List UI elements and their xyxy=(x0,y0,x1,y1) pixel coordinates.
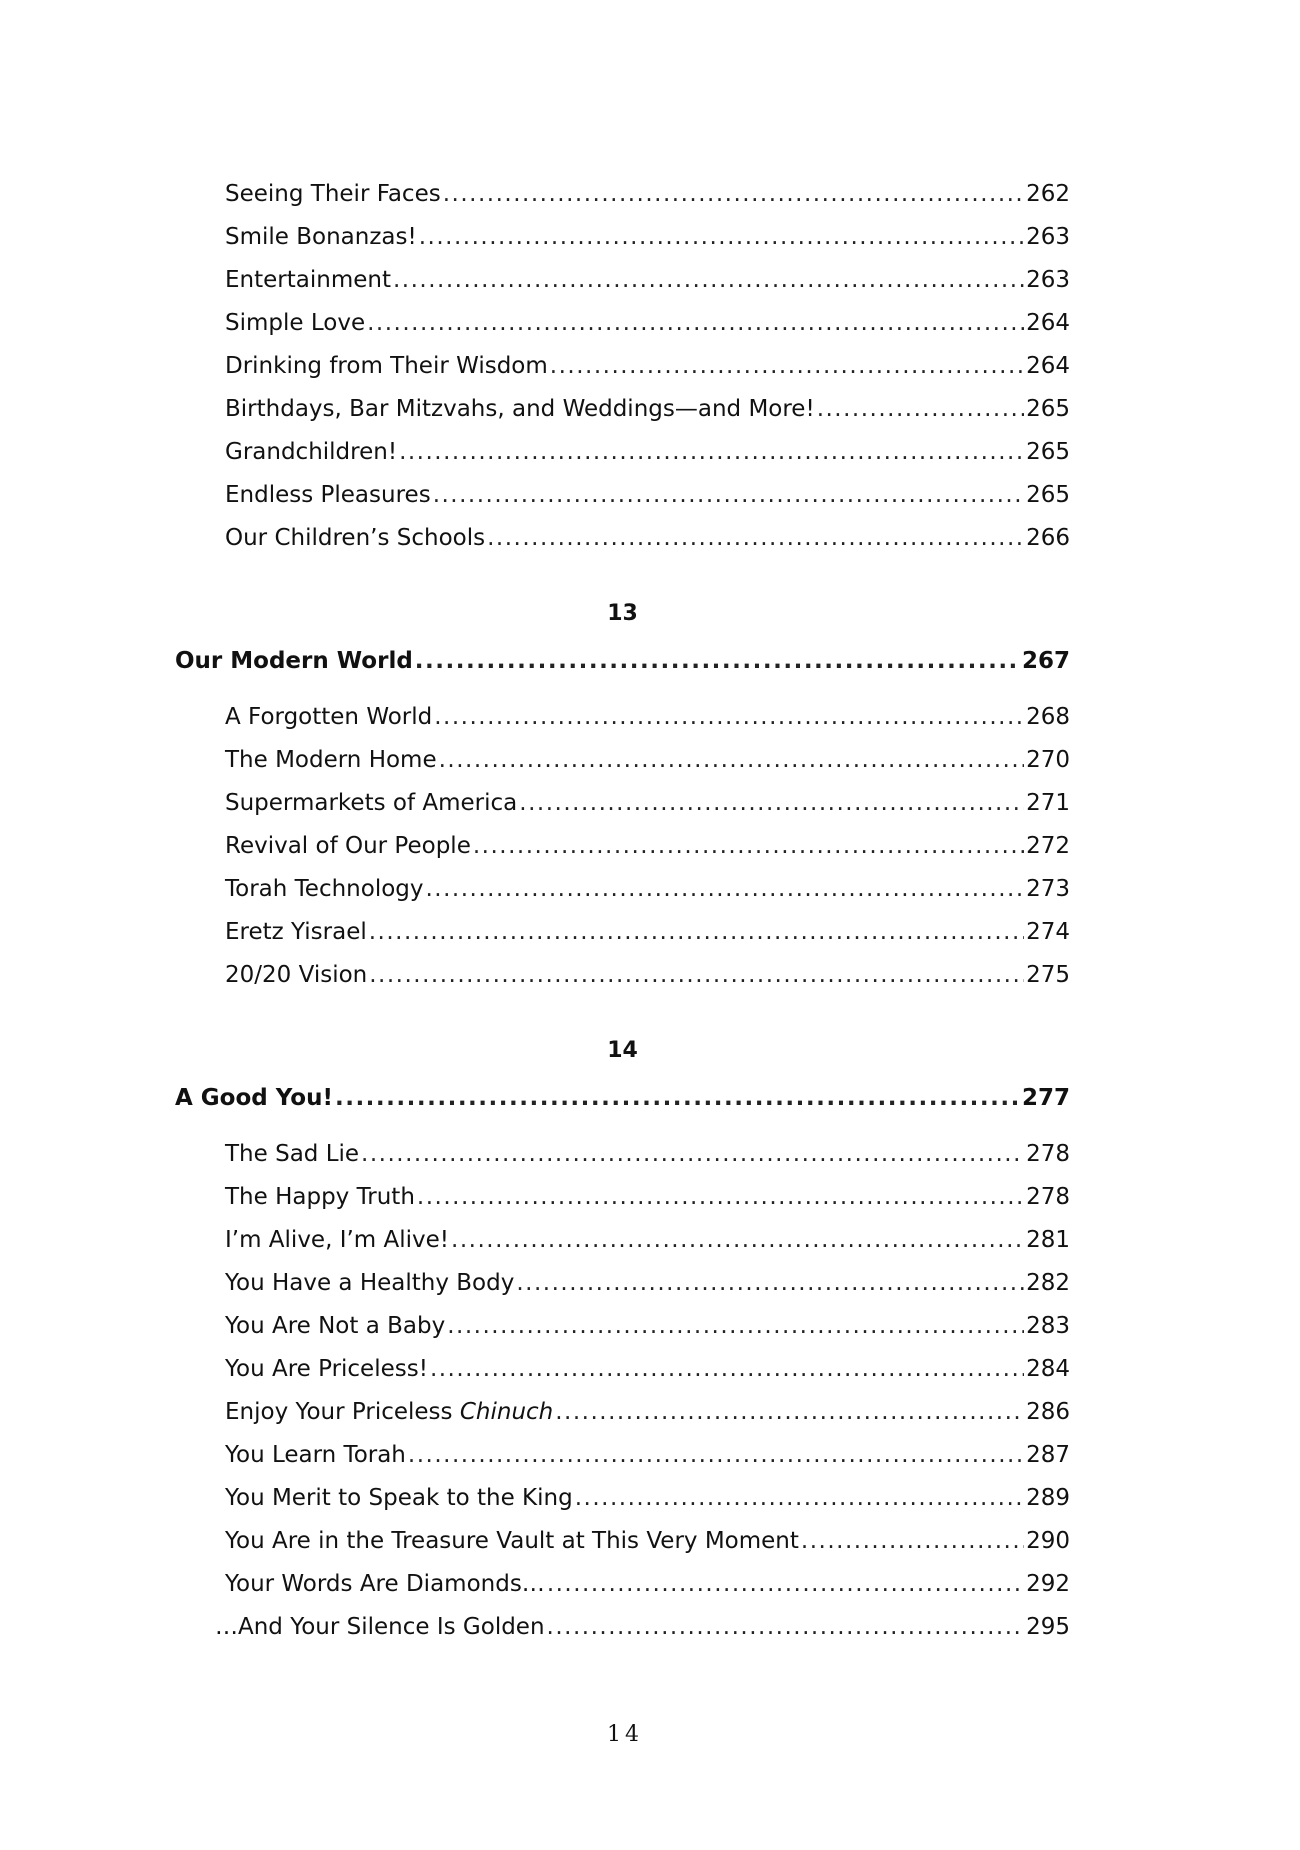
toc-entry[interactable] xyxy=(175,1528,1070,1571)
toc-entry[interactable] xyxy=(175,1442,1070,1485)
entry-title: Smile Bonanzas! xyxy=(225,224,417,250)
entry-page: 265 xyxy=(1026,396,1070,422)
entry-page: 278 xyxy=(1026,1141,1070,1167)
entry-page: 282 xyxy=(1026,1270,1070,1296)
toc-entry[interactable] xyxy=(175,353,1070,396)
toc-entry[interactable] xyxy=(175,1571,1070,1614)
dot-leader xyxy=(575,1485,1024,1511)
toc-entry[interactable] xyxy=(175,310,1070,353)
entry-title: …And Your Silence Is Golden xyxy=(215,1614,545,1640)
toc-entry[interactable] xyxy=(175,747,1070,790)
entry-page: 268 xyxy=(1026,704,1070,730)
entry-page: 270 xyxy=(1026,747,1070,773)
entry-title: The Happy Truth xyxy=(225,1184,415,1210)
entry-page: 273 xyxy=(1026,876,1070,902)
chapter-page: 277 xyxy=(1021,1085,1070,1111)
toc-entry[interactable] xyxy=(175,833,1070,876)
toc-entry[interactable] xyxy=(175,1270,1070,1313)
entry-title: You Have a Healthy Body xyxy=(225,1270,515,1296)
dot-leader xyxy=(550,353,1024,379)
toc-entry[interactable] xyxy=(175,1485,1070,1528)
toc-entry[interactable] xyxy=(175,439,1070,482)
entry-page: 287 xyxy=(1026,1442,1070,1468)
entry-title: Torah Technology xyxy=(225,876,424,902)
toc-entry[interactable] xyxy=(175,396,1070,439)
toc-entry[interactable] xyxy=(175,1614,1070,1657)
dot-leader xyxy=(399,439,1024,465)
entry-title: 20/20 Vision xyxy=(225,962,368,988)
entry-page: 278 xyxy=(1026,1184,1070,1210)
entry-title: You Are Not a Baby xyxy=(225,1313,446,1339)
dot-leader xyxy=(519,790,1024,816)
entry-title: A Forgotten World xyxy=(225,704,433,730)
toc-entry[interactable] xyxy=(175,1227,1070,1270)
entry-page: 274 xyxy=(1026,919,1070,945)
entry-page: 265 xyxy=(1026,439,1070,465)
dot-leader xyxy=(430,1356,1024,1382)
table-of-contents xyxy=(175,181,1070,1657)
toc-entry[interactable] xyxy=(175,876,1070,919)
entry-title: Eretz Yisrael xyxy=(225,919,367,945)
entry-title: The Sad Lie xyxy=(225,1141,360,1167)
dot-leader xyxy=(547,1571,1024,1597)
entry-page: 283 xyxy=(1026,1313,1070,1339)
dot-leader xyxy=(415,648,1020,674)
entry-page: 272 xyxy=(1026,833,1070,859)
dot-leader xyxy=(801,1528,1024,1554)
chapter-page: 267 xyxy=(1021,648,1070,674)
entry-page: 275 xyxy=(1026,962,1070,988)
entry-page: 289 xyxy=(1026,1485,1070,1511)
entry-title xyxy=(225,1399,553,1425)
entry-page: 264 xyxy=(1026,310,1070,336)
dot-leader xyxy=(516,1270,1024,1296)
toc-entry[interactable] xyxy=(175,267,1070,310)
toc-entry[interactable] xyxy=(175,1141,1070,1184)
dot-leader xyxy=(433,482,1024,508)
dot-leader xyxy=(419,224,1024,250)
toc-entry[interactable] xyxy=(175,1184,1070,1227)
toc-entry[interactable] xyxy=(175,1356,1070,1399)
chapter-number: 13 xyxy=(607,601,638,626)
chapter-number: 14 xyxy=(607,1038,638,1063)
entry-title: Drinking from Their Wisdom xyxy=(225,353,548,379)
toc-entry[interactable] xyxy=(175,1399,1070,1442)
entry-title: The Modern Home xyxy=(225,747,437,773)
entry-page: 284 xyxy=(1026,1356,1070,1382)
dot-leader xyxy=(547,1614,1025,1640)
entry-title: You Merit to Speak to the King xyxy=(225,1485,573,1511)
dot-leader xyxy=(487,525,1024,551)
chapter-entry[interactable] xyxy=(175,1085,1070,1129)
entry-title: Grandchildren! xyxy=(225,439,398,465)
entry-page: 295 xyxy=(1026,1614,1070,1640)
dot-leader xyxy=(473,833,1024,859)
dot-leader xyxy=(417,1184,1024,1210)
entry-page: 281 xyxy=(1026,1227,1070,1253)
toc-entry[interactable] xyxy=(175,790,1070,833)
entry-page: 263 xyxy=(1026,267,1070,293)
entry-title: Birthdays, Bar Mitzvahs, and Weddings—and More! xyxy=(225,396,815,422)
toc-entry[interactable] xyxy=(175,482,1070,525)
toc-entry[interactable] xyxy=(175,525,1070,568)
dot-leader xyxy=(426,876,1025,902)
dot-leader xyxy=(451,1227,1024,1253)
entry-page: 263 xyxy=(1026,224,1070,250)
entry-page: 292 xyxy=(1026,1571,1070,1597)
entry-title: Endless Pleasures xyxy=(225,482,431,508)
entry-page: 286 xyxy=(1026,1399,1070,1425)
dot-leader xyxy=(361,1141,1024,1167)
toc-entry[interactable] xyxy=(175,181,1070,224)
entry-title: I’m Alive, I’m Alive! xyxy=(225,1227,450,1253)
toc-entry[interactable] xyxy=(175,919,1070,962)
dot-leader xyxy=(369,962,1024,988)
dot-leader xyxy=(335,1085,1020,1111)
entry-title: You Are Priceless! xyxy=(225,1356,428,1382)
dot-leader xyxy=(434,704,1024,730)
entry-page: 290 xyxy=(1026,1528,1070,1554)
entry-page: 262 xyxy=(1026,181,1070,207)
dot-leader xyxy=(443,181,1024,207)
chapter-title: Our Modern World xyxy=(175,648,413,674)
page-number: 14 xyxy=(607,1722,643,1747)
entry-page: 265 xyxy=(1026,482,1070,508)
chapter-title: A Good You! xyxy=(175,1085,333,1111)
dot-leader xyxy=(447,1313,1024,1339)
dot-leader xyxy=(408,1442,1024,1468)
dot-leader xyxy=(555,1399,1024,1425)
dot-leader xyxy=(367,310,1024,336)
entry-title: Our Children’s Schools xyxy=(225,525,486,551)
chapter-entry[interactable] xyxy=(175,648,1070,692)
dot-leader xyxy=(817,396,1024,422)
entry-title-italic: Chinuch xyxy=(459,1399,554,1425)
entry-title: Entertainment xyxy=(225,267,391,293)
toc-entry[interactable] xyxy=(175,962,1070,1005)
entry-title: Revival of Our People xyxy=(225,833,471,859)
toc-entry[interactable] xyxy=(175,224,1070,267)
entry-title: You Learn Torah xyxy=(225,1442,406,1468)
entry-title: You Are in the Treasure Vault at This Very Moment xyxy=(225,1528,799,1554)
entry-page: 264 xyxy=(1026,353,1070,379)
toc-entry[interactable] xyxy=(175,1313,1070,1356)
entry-title: Your Words Are Diamonds… xyxy=(225,1571,545,1597)
entry-title: Simple Love xyxy=(225,310,366,336)
entry-page: 271 xyxy=(1026,790,1070,816)
entry-page: 266 xyxy=(1026,525,1070,551)
entry-title: Supermarkets of America xyxy=(225,790,518,816)
dot-leader xyxy=(369,919,1024,945)
entry-title-plain: Enjoy Your Priceless xyxy=(225,1399,460,1425)
toc-entry[interactable] xyxy=(175,704,1070,747)
dot-leader xyxy=(439,747,1024,773)
dot-leader xyxy=(393,267,1024,293)
entry-title: Seeing Their Faces xyxy=(225,181,441,207)
